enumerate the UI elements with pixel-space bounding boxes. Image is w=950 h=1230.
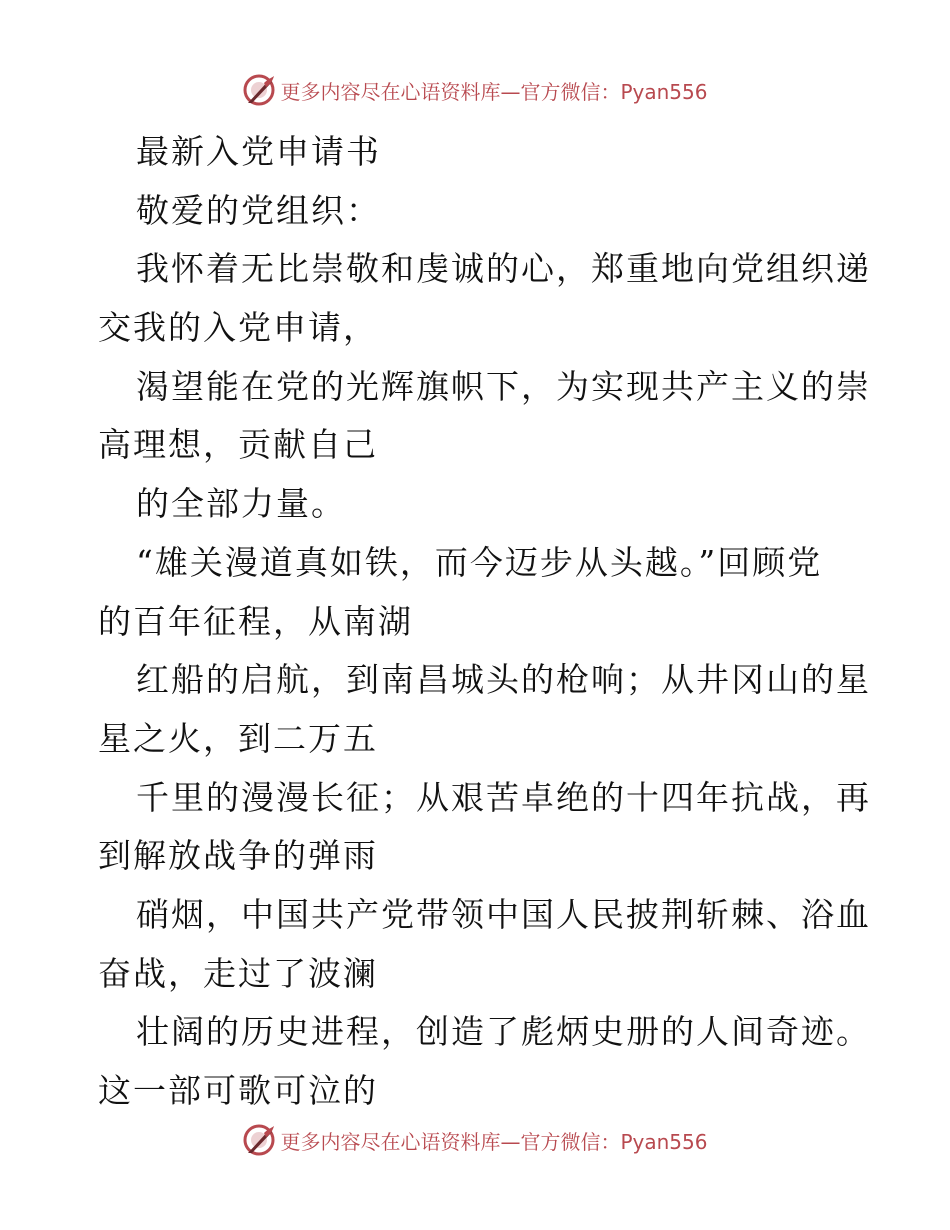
document-line: 敬爱的党组织： (136, 190, 381, 230)
document-line: 星之火，到二万五 (98, 718, 378, 758)
header-banner-text: 更多内容尽在心语资料库—官方微信：Pyan556 (280, 79, 708, 104)
quill-pen-logo-icon (242, 73, 276, 107)
document-body (98, 123, 871, 1121)
quill-pen-logo-icon (242, 1123, 276, 1157)
document-line: 高理想，贡献自己 (98, 425, 378, 465)
document-line: 最新入党申请书 (136, 132, 381, 171)
document-line: 硝烟，中国共产党带领中国人民披荆斩棘、浴血 (136, 894, 871, 934)
document-line: 千里的漫漫长征；从艰苦卓绝的十四年抗战，再 (136, 777, 871, 817)
document-line: “雄关漫道真如铁，而今迈步从头越。”回顾党 (136, 542, 823, 582)
document-line: 交我的入党申请， (98, 308, 378, 348)
footer-banner-text: 更多内容尽在心语资料库—官方微信：Pyan556 (280, 1129, 708, 1154)
document-line: 到解放战争的弹雨 (98, 836, 378, 876)
document-line: 壮阔的历史进程，创造了彪炳史册的人间奇迹。 (136, 1012, 871, 1052)
document-line: 红船的启航，到南昌城头的枪响；从井冈山的星 (136, 660, 871, 700)
footer-banner (0, 1120, 950, 1160)
document-line: 的全部力量。 (136, 484, 346, 524)
header-banner (0, 70, 950, 110)
document-line: 我怀着无比崇敬和虔诚的心，郑重地向党组织递 (136, 249, 871, 289)
document-line: 奋战，走过了波澜 (98, 953, 378, 993)
document-line: 这一部可歌可泣的 (98, 1071, 378, 1110)
document-line: 渴望能在党的光辉旗帜下，为实现共产主义的崇 (136, 366, 871, 406)
document-line: 的百年征程，从南湖 (98, 601, 413, 641)
